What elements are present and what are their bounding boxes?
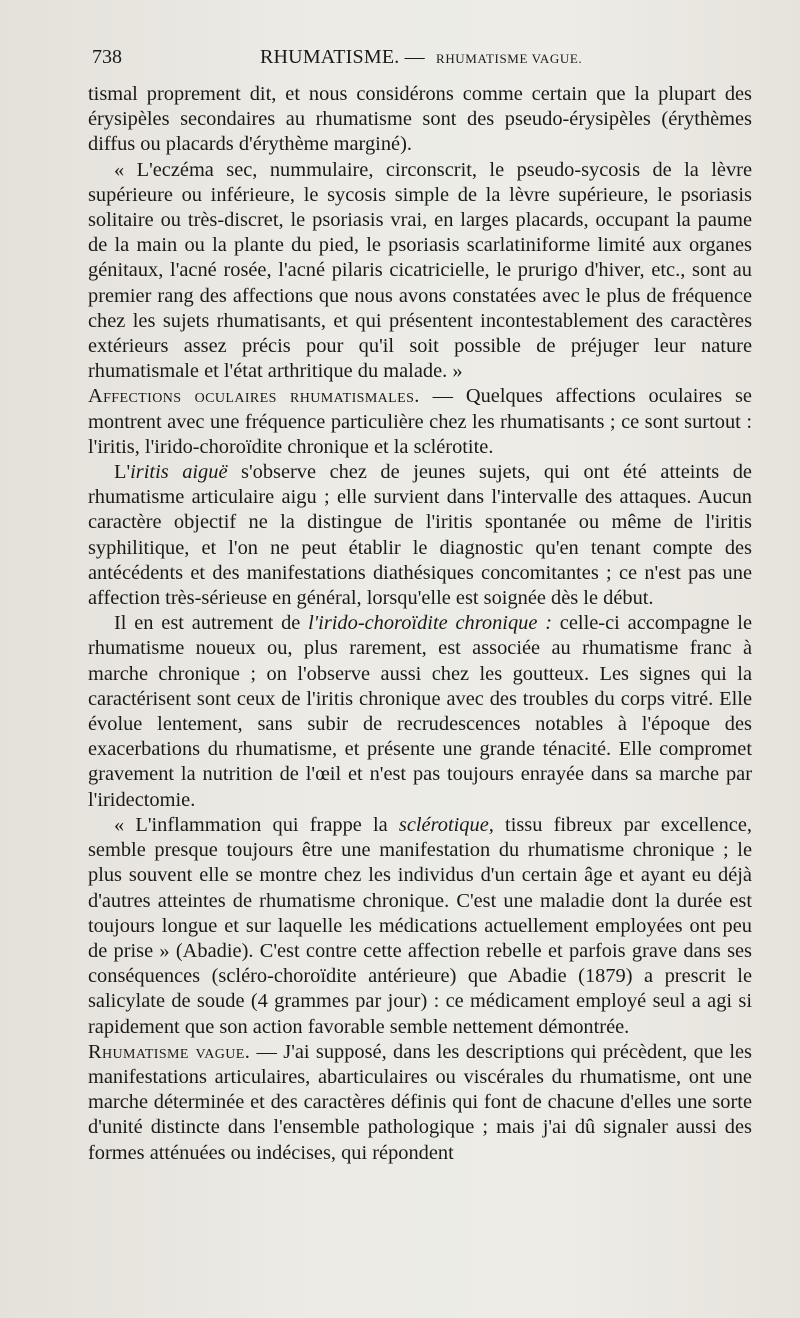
section-heading-vague: Rhumatisme vague. <box>88 1040 251 1063</box>
running-subtitle: RHUMATISME VAGUE. <box>436 51 583 66</box>
page-header <box>92 46 752 76</box>
paragraph-4-lead: L' <box>114 461 131 484</box>
section-heading-ocular: Affections oculaires rhumatismales. <box>88 385 420 408</box>
paragraph-6-lead: « L'inflammation qui frappe la <box>114 813 399 836</box>
paragraph-5-text: celle-ci accompagne le rhumatisme noueux ou, plus rarement, est associée au rhumatisme franc à marche chronique ; on l'observe aussi chez les goutteux. Les signes qui la caractérisent sont ceux de l'iritis chronique avec des troubles du corps vitré. Elle évolue lentement, sans subir de recrudescences notables à l'époque des exacerbations du rhumatisme, et présente une grande ténacité. Elle compromet gravement la nutrition de l'œil et n'est pas toujours enrayée dans sa marche par l'iridectomie. <box>88 612 753 811</box>
term-sclerotique: sclérotique, <box>398 813 494 836</box>
paragraph-2: « L'eczéma sec, nummulaire, circonscrit, le pseudo-sycosis de la lèvre supérieure ou inférieure, le sycosis simple de la lèvre supérieure, le psoriasis solitaire ou très-discret, le psoriasis vrai, en larges placards, occupant la paume de la main ou la plante du pied, le psoriasis scarlatiniforme limité aux organes génitaux, l'acné rosée, l'acné pilaris cicatricielle, le prurigo d'hiver, etc., sont au premier rang des affections que nous avons constatées avec le plus de fréquence chez les sujets rhumatisants, et qui présentent incontestablement des caractères extérieurs assez précis pour qu'il soit possible de préjuger leur nature rhumatismale et l'état arthritique du malade. » <box>88 158 752 383</box>
paragraph-4 <box>88 460 752 611</box>
paragraph-6 <box>88 813 752 1040</box>
header-separator: — <box>404 46 425 68</box>
paragraph-3 <box>88 384 752 460</box>
term-irido-choroidite: l'irido-choroïdite chronique : <box>308 612 552 635</box>
running-head <box>260 46 582 69</box>
paragraph-7-text: — J'ai supposé, dans les descriptions qui précèdent, que les manifestations articulaires, abarticulaires ou viscérales du rhumatisme, ont une marche déterminée et des caractères définis qui font de chacune d'elles une sorte d'unité distincte dans l'ensemble pathologique ; mais j'ai dû signaler aussi des formes atténuées ou indécises, qui répondent <box>88 1040 752 1164</box>
paragraph-4-text: s'observe chez de jeunes sujets, qui ont été atteints de rhumatisme articulaire aigu ; elle survient dans l'intervalle des attaques. Aucun caractère objectif ne la distingue de l'iritis spontanée ou même de l'iritis syphilitique, et l'on ne peut établir le diagnostic qu'en tenant compte des antécédents et des manifestations diathésiques concomitantes ; ce n'est pas une affection très-sérieuse en général, lorsqu'elle est soignée dès le début. <box>88 461 752 610</box>
page-number: 738 <box>92 46 122 68</box>
paragraph-5 <box>88 611 752 813</box>
paragraph-6-text: tissu fibreux par excellence, semble presque toujours être une manifestation du rhumatisme chronique ; le plus souvent elle se montre chez les individus d'un certain âge et ayant eu déjà d'autres atteintes de rhumatisme chronique. C'est une maladie dont la durée est toujours longue et sur laquelle les médications actuellement employées ont peu de prise » (Abadie). C'est contre cette affection rebelle et parfois grave dans ses conséquences (scléro-choroïdite antérieure) que Abadie (1879) a prescrit le salicylate de soude (4 grammes par jour) : ce médicament employé seul a agi si rapidement que son action favorable semble nettement démontrée. <box>88 813 752 1038</box>
running-title: RHUMATISME. <box>260 46 400 68</box>
paragraph-3-text: — Quelques affections oculaires se montrent avec une fréquence particulière chez les rhumatisants ; ce sont surtout : l'iritis, l'irido-choroïdite chronique et la sclérotite. <box>88 385 752 458</box>
body-text <box>88 82 752 1166</box>
paragraph-5-lead: Il en est autrement de <box>114 612 309 635</box>
paragraph-7 <box>88 1040 752 1166</box>
term-iritis-aigue: iritis aiguë <box>130 461 228 484</box>
paragraph-1: tismal proprement dit, et nous considérons comme certain que la plupart des érysipèles secondaires au rhumatisme sont des pseudo-érysipèles (érythèmes diffus ou placards d'érythème marginé). <box>88 83 752 156</box>
